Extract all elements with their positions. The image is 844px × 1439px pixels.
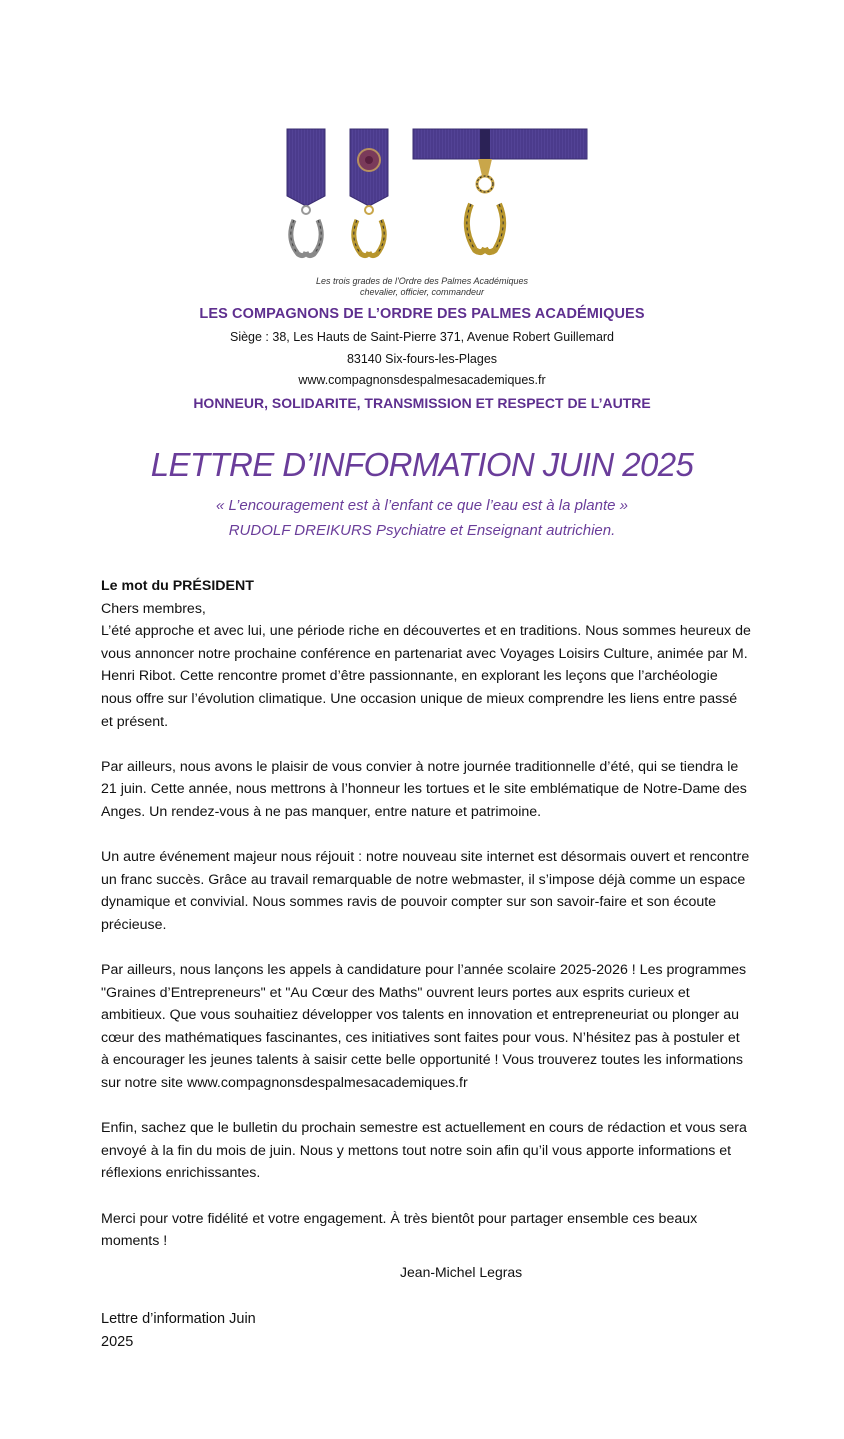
letter-paragraph: Par ailleurs, nous avons le plaisir de vous convier à notre journée traditionnelle d’été, qui se tiendra le 21 juin. Cette année, nous mettrons à l’honneur les tortues et le site emblématique de Notre-Dame des Anges. Un rendez-vous à ne pas manquer, entre nature et patrimoine. bbox=[101, 758, 747, 820]
medals-caption-line2: chevalier, officier, commandeur bbox=[359, 287, 485, 297]
footer bbox=[101, 1308, 301, 1354]
organization-website[interactable]: www.compagnonsdespalmesacademiques.fr bbox=[298, 373, 546, 387]
letter-paragraph: Enfin, sachez que le bulletin du prochain semestre est actuellement en cours de rédaction et vous sera envoyé à la fin du mois de juin. Nous y mettons tout notre soin afin qu’il vous apporte informations et réflexions enrichissantes. bbox=[101, 1120, 747, 1182]
letter-paragraph: Merci pour votre fidélité et votre engagement. À très bientôt pour partager ensemble ces beaux moments ! bbox=[101, 1210, 698, 1250]
organization-motto: HONNEUR, SOLIDARITE, TRANSMISSION ET RESPECT DE L’AUTRE bbox=[193, 395, 651, 411]
letter-paragraph: Un autre événement majeur nous réjouit : notre nouveau site internet est désormais ouvert et rencontre un franc succès. Grâce au travail remarquable de notre webmaster, il s’impose déjà comme un espace dynamique et convivial. Nous sommes ravis de pouvoir compter sur son savoir-faire et son écoute précieuse. bbox=[101, 849, 750, 933]
letter-heading: Le mot du PRÉSIDENT bbox=[101, 578, 254, 594]
footer-line2: 2025 bbox=[101, 1334, 134, 1350]
newsletter-title: LETTRE D’INFORMATION JUIN 2025 bbox=[150, 446, 694, 483]
newsletter-quote-author: RUDOLF DREIKURS Psychiatre et Enseignant autrichien. bbox=[228, 522, 616, 539]
medals-image bbox=[280, 124, 590, 274]
commandeur-medal bbox=[413, 129, 587, 252]
letter-paragraph: Par ailleurs, nous lançons les appels à candidature pour l’année scolaire 2025-2026 ! Les programmes "Graines d’Entrepreneurs" et "Au Cœur des Maths" ouvrent leurs portes aux esprits curieux et ambitieux. Que vous souhaitiez développer vos talents en innovation et entrepreneuriat ou plonger au cœur des mathématiques fascinantes, ces initiatives sont faites pour vous. N’hésitez pas à postuler et à encourager les jeunes talents à saisir cette belle opportunité ! Vous trouverez toutes les informations sur notre site www.compagnonsdespalmesacademiques.fr bbox=[101, 962, 747, 1092]
officier-medal bbox=[350, 129, 388, 256]
organization-name: LES COMPAGNONS DE L’ORDRE DES PALMES ACADÉMIQUES bbox=[199, 306, 645, 322]
letter-body bbox=[101, 575, 751, 1253]
organization-address2: 83140 Six-fours-les-Plages bbox=[346, 352, 498, 366]
newsletter-quote: « L’encouragement est à l’enfant ce que l’eau est à la plante » bbox=[216, 497, 628, 514]
chevalier-medal bbox=[287, 129, 325, 256]
letter-signature: Jean-Michel Legras bbox=[400, 1264, 523, 1280]
letter-paragraph: L’été approche et avec lui, une période riche en découvertes et en traditions. Nous sommes heureux de vous annoncer notre prochaine conférence en partenariat avec Voyages Loisirs Culture, animée par M. Henri Ribot. Cette rencontre promet d’être passionnante, en explorant les leçons que l’archéologie nous offre sur l’évolution climatique. Une occasion unique de mieux comprendre les liens entre passé et présent. bbox=[101, 623, 751, 730]
medals-caption-line1: Les trois grades de l'Ordre des Palmes Académiques bbox=[316, 276, 528, 286]
letter-greeting: Chers membres, bbox=[101, 600, 206, 617]
footer-line1: Lettre d’information Juin bbox=[101, 1311, 256, 1327]
organization-address1: Siège : 38, Les Hauts de Saint-Pierre 371, Avenue Robert Guillemard bbox=[229, 330, 615, 344]
